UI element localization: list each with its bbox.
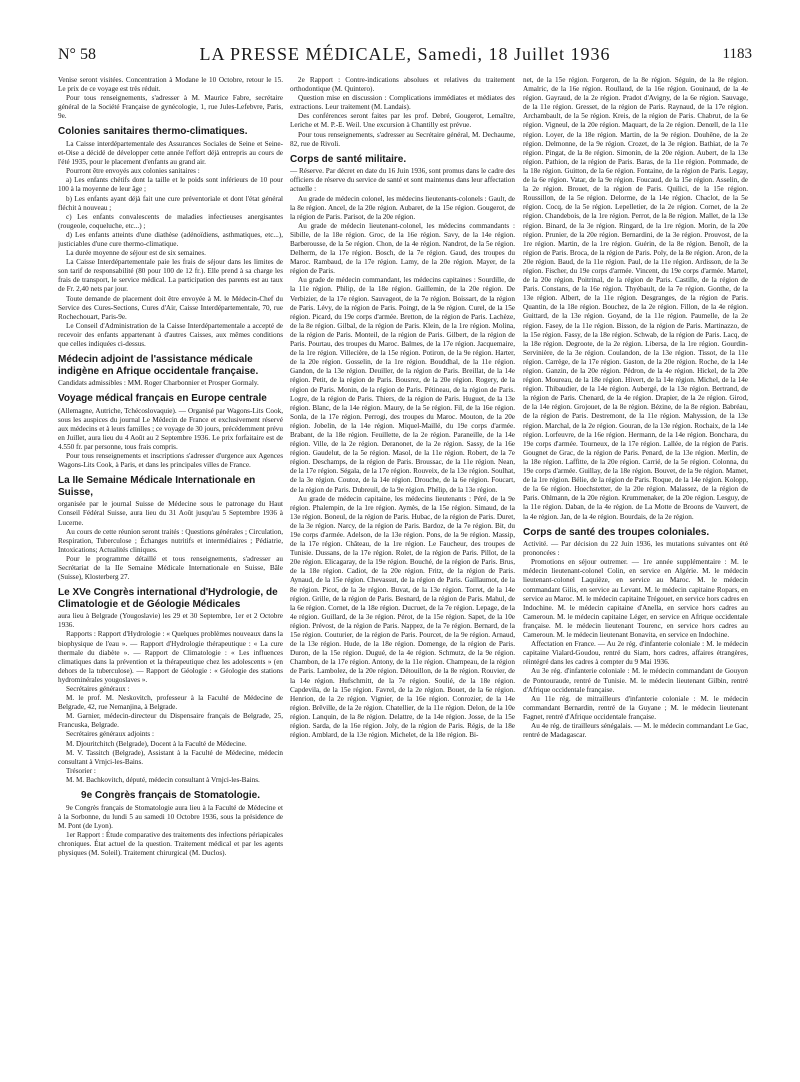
article-paragraph: M. Garnier, médecin-directeur du Dispensaire français de Belgrade, 25, Francuska, Belgrade. — [58, 712, 283, 730]
section-heading: La IIe Semaine Médicale Internationale en Suisse, — [58, 475, 256, 498]
section-heading: Corps de santé des troupes coloniales. — [523, 526, 710, 538]
article-paragraph: Secrétaires généraux adjoints : — [66, 730, 155, 739]
article-paragraph: Venise seront visitées. Concentration à Modane le 10 Octobre, retour le 15. Le prix de ce voyage est très réduit. — [58, 76, 283, 94]
article-paragraph: Pour tous renseignements, s'adresser au Secrétaire général, M. Dechaume, 82, rue de Rivoli. — [290, 130, 515, 148]
article-paragraph: Affectation en France. — Au 2e rég. d'infanterie coloniale : M. le médecin capitaine Vialard-Goudou, rentré du Siam, hors cadres, affaires étrangères, réintégré dans les cadres à compter du 9 Mai 1936. — [523, 640, 748, 667]
article-paragraph: La Caisse Interdépartementale paie les frais de séjour dans les limites de son tarif de responsabilité (80 pour 100 de 12 fr.). Elle prend à sa charge les frais de transport, le service médical. La participation des parents est au taux de Fr. 2,40 nets par jour. — [58, 258, 283, 294]
article-paragraph: Des conférences seront faites par les prof. Debré, Gougerot, Lemaître, Leriche et M. P.-E. Weil. Une excursion à Chantilly est prévue. — [290, 112, 515, 130]
article-paragraph: Pour le programme détaillé et tous renseignements, s'adresser au Secrétariat de la IIe Semaine Médicale Internationale en Suisse, Bâle (Suisse), Klosterberg 27. — [58, 554, 283, 582]
article-paragraph: Rapports : Rapport d'Hydrologie : « Quelques problèmes nouveaux dans la biophysique de l'eau ». — Rapport d'Hydrologie thérapeutique : « La cure thermale du diabète ». — Rapport de Climatologie : « Les influences climatiques dans la prévention et la thérapeutique chez les adolescents » (en dehors de la tuberculose). — Rapport de Géologie : « Géologie des stations hydrominérales yougoslaves ». — [58, 630, 283, 684]
article-paragraph: Promotions en séjour outremer. — 1re année supplémentaire : M. le médecin lieutenant-colonel Colin, en service en Algérie. M. le médecin lieutenant-colonel Laquièze, en service au Maroc. M. le médecin commandant Gilis, en service au Levant. M. le médecin capitaine Ropars, en service au Maroc. M. le médecin capitaine Trégouet, en service hors cadres en Indochine. M. le médecin capitaine d'Anella, en service hors cadres au Cameroun. M. le médecin capitaine Léger, en service en Afrique occidentale française. M. le médecin lieutenant Tourenc, en service hors cadres au Cameroun. M. le médecin lieutenant Bonavita, en service en Indochine. — [523, 558, 748, 640]
article-paragraph: Question mise en discussion : Complications immédiates et médiates des extractions. Leur traitement (M. Landais). — [290, 94, 515, 112]
article-paragraph: a) Les enfants chétifs dont la taille et le poids sont inférieurs de 10 pour 100 à la moyenne de leur âge ; — [58, 176, 283, 194]
article-paragraph: Au grade de médecin lieutenant-colonel, les médecins commandants : Sibille, de la 18e région. Groc, de la 16e région. Savy, de la 14e région. Barberousse, de la 5e région. Chon, de la 4e région. Nandrot, de la 5e région. Delherm, de la 17e région. Bosch, de la 7e région. Gaud, des troupes du Maroc. Rambaud, de la 17e région. Lamy, de la 20e région. Mayer, de la région de Paris. — [290, 221, 515, 276]
article-paragraph: c) Les enfants convalescents de maladies infectieuses anergisantes (rougeole, coqueluche, etc...) ; — [58, 212, 283, 230]
article-paragraph: 9e Congrès français de Stomatologie aura lieu à la Faculté de Médecine et à la Sorbonne, du lundi 5 au samedi 10 Octobre 1936, sous la présidence de M. Pont (de Lyon). — [58, 803, 283, 830]
article-paragraph: La Caisse interdépartementale des Assurances Sociales de Seine et Seine-et-Oise a décidé de développer cette année l'effort déjà entrepris au cours de l'été 1935, pour le placement d'enfants au grand air. — [58, 139, 283, 167]
article-paragraph: M. V. Tassitch (Belgrade), Assistant à la Faculté de Médecine, médecin consultant à Vrnjci-les-Bains. — [58, 748, 283, 766]
article-paragraph: Activité. — Par décision du 22 Juin 1936, les mutations suivantes ont été prononcées : — [523, 540, 748, 558]
article-paragraph: Pour tous renseignements et inscriptions s'adresser d'urgence aux Agences Wagons-Lits Cook, à Paris, et dans les principales villes de France. — [58, 452, 283, 470]
article-paragraph: — Réserve. Par décret en date du 16 Juin 1936, sont promus dans le cadre des officiers de réserve du service de santé et sont maintenus dans leur affectation actuelle : — [290, 167, 515, 194]
article-paragraph: aura lieu à Belgrade (Yougoslavie) les 29 et 30 Septembre, 1er et 2 Octobre 1936. — [58, 612, 283, 630]
section-heading: Colonies sanitaires thermo-climatiques. — [58, 126, 248, 138]
page-number: 1183 — [722, 46, 752, 62]
article-paragraph: M. le prof. M. Neskovitch, professeur à la Faculté de Médecine de Belgrade, 42, rue Nemanjina, à Belgrade. — [58, 694, 283, 712]
article-paragraph: Au 3e rég. d'infanterie coloniale : M. le médecin commandant de Gouyon de Pontouraude, rentré de Tunisie. M. le médecin lieutenant Gilbin, rentré d'Afrique occidentale française. — [523, 667, 748, 694]
article-paragraph: Au grade de médecin commandant, les médecins capitaines : Sourdille, de la 11e région. Philip, de la 18e région. Gaillemin, de la 20e région. De Verbizier, de la 17e région. Sauvageot, de la 7e région. Boissart, de la région de Paris. Lévy, de la région de Paris. Poingt, de la 9e région. Curel, de la 15e région. Picard, du 19e corps d'armée. Bretton, de la région de Paris. Lachèze, de la 8e région. Gilbal, de la région de Paris. Klein, de la 1re région. Molina, de la région de Paris. Monteil, de la région de Paris. Gilbert, de la région de Paris. Pourtau, des troupes du Maroc. Balmes, de la 17e région. Jacquemaire, de la 1re région. Villecière, de la 15e région. Potiron, de la 9e région. Harter, de la 20e région. Gosselin, de la 1re région. Bouddhal, de la 11e région. Gandon, de la 13e région. Deuiller, de la région de Paris. Breillat, de la 14e région. Petit, de la région de Paris. Bousrez, de la 20e région. Rogery, de la région de Paris. Monin, de la région de Paris. Pétineau, de la région de Paris. Logre, de la région de Paris. Thiers, de la région de Paris. Huguet, de la 13e région. Blanc, de la 14e région. Maury, de la 5e région. Fil, de la 16e région. Sonla, de la 17e région. Perrogi, des troupes du Maroc. Mouton, de la 20e région. Jobelin, de la 14e région. Miquel-Maillé, du 19e corps d'armée. Brabant, de la 18e région. Feuillette, de la 2e région. Paraneille, de la 14e région. Ville, de la 2e région. Deranonet, de la 2e région. Sassy, de la 16e région. Gaudelut, de la 5e région. Masol, de la 11e région. Robert, de la 7e région. Deschamps, de la région de Paris. Broussac, de la 11e région. Nean, de la 17e région. Ségala, de la 17e région. Rouveix, de la 13e région. Soulhat, de la 3e région. Coutoz, de la 14e région. Drouche, de la 6e région. Foucart, de la région de Paris. Dubreuil, de la 9e région. Phélip, de la 13e région. — [290, 276, 515, 494]
column-left — [58, 76, 283, 1066]
article-paragraph: 1er Rapport : Étude comparative des traitements des infections périapicales chroniques. État actuel de la question. Traitement médical et par les agents physiques (M. Soleil). Traitement chirurgical (M. Duclos). — [58, 830, 283, 857]
article-paragraph: Au cours de cette réunion seront traités : Questions générales ; Circulation, Respiration, Tuberculose ; Échanges nutritifs et intermédiaires ; Pédiatrie, Intoxications; Actualités cliniques. — [58, 527, 283, 554]
issue-number: N° 58 — [58, 46, 96, 63]
article-paragraph: Au 11e rég. de mitrailleurs d'infanterie coloniale : M. le médecin commandant Bernardin, rentré de la Guyane ; M. le médecin lieutenant Fagnet, rentré d'Afrique occidentale française. — [523, 694, 748, 721]
section-heading: Voyage médical français en Europe centrale — [58, 393, 267, 405]
column-right — [523, 76, 748, 1066]
article-paragraph: net, de la 15e région. Forgeron, de la 8e région. Séguin, de la 8e région. Amalric, de la 16e région. Roullaud, de la 16e région. Gouinaud, de la 4e région. Gayraud, de la 2e région. Pradot d'Avigny, de la 6e région. Sauvage, de la 11e région. Gresset, de la région de Paris. Raynaud, de la 17e région. Archambault, de la 5e région. Kreis, de la région de Paris. Chabrut, de la 6e région. Vigneul, de la 20e région. Maquart, de la 2e région. Denœll, de la 11e région. Loyer, de la 18e région. Martin, de la 9e région. Douhêne, de la 2e région. Delmonne, de la 9e région. Crozet, de la 3e région. Bathiat, de la 7e région. Pingat, de la 8e région. Simonin, de la 20e région. Aubert, de la 13e région. Pathion, de la région de Paris. Baras, de la 11e région. Pommade, de la 18e région. Guitton, de la 6e région. Fontaine, de la région de Paris. Legay, de la 6e région. Vatar, de la 9e région. Foucaud, de la 15e région. Asselin, de la 2e région. Brouet, de la région de Paris. Quilici, de la 15e région. Roussillon, de la 5e région. Delorme, de la 14e région. Chaclot, de la 5e région. Cocq, de la 5e région. Lepelletier, de la 2e région. Cornet, de la 2e région. Chandebois, de la 1re région. Perrot, de la 8e région. Mallet, de la 13e région. Binard, de la 3e région. Ringard, de la 1re région. Morin, de la 20e région. Prunier, de la 20e région. Bernardini, de la 3e région. Prouvost, de la 1re région. Martin, de la 1re région. Guérin, de la 8e région. Benoît, de la région de Paris. Broca, de la région de Paris. Poly, de la 8e région. Aron, de la 20e région. Baud, de la 11e région. Paul, de la 11e région. Ardisson, de la 3e région. Fischer, du 19e corps d'armée. Vincent, du 19e corps d'armée. Martel, de la 20e région. Poitrinal, de la région de Paris. Castille, de la région de Paris. Constans, de la 16e région. Thyébault, de la 7e région. Gonthe, de la 13e région. Albert, de la 11e région. Desgranges, de la région de Paris. Quantin, de la 18e région. Bouchez, de la 2e région. Fillon, de la 4e région. Guittard, de la 13e région. Goyand, de la 11e région. Paumelle, de la 2e région. Fasey, de la 11e région. Bisson, de la région de Paris. Martinazzo, de la 15e région. Fassy, de la 18e région. Schwab, de la région de Paris. Lacq, de la 18e région. Degroote, de la 2e région. Libersa, de la 1re région. Gourdin-Servinière, de la 3e région. Coulandon, de la 13e région. Tissot, de la 11e région. Carrège, de la 17e région. Gaston, de la 20e région. Roche, de la 14e région. Ganzin, de la 20e région. Pédron, de la 4e région. Hickel, de la 20e région. Moureau, de la 18e région. Hivert, de la 14e région. Michel, de la 14e région. Thibaudier, de la 14e région. Aubergé, de la 13e région. Bertrand, de la région de Paris. Chenard, de la 4e région. Drapier, de la 2e région. Girod, de la 14e région. Grojouet, de la 8e région. Bézine, de la 8e région. Babréau, de la région de Paris. Destremont, de la 11e région. Mahyssion, de la 13e région. Marchal, de la 2e région. Gouran, de la 13e région. Rochaix, de la 14e région. Lorfeuvre, de la 16e région. Hermann, de la 14e région. Bonchara, du 19e corps d'armée. Tourneux, de la 17e région. Lallée, de la région de Paris. Gougnet de Grac, de la région de Paris. Penard, de la 13e région. Merlin, de la 18e région. Laffitte, de la 20e région. Carrié, de la 5e région. Colonna, du 19e corps d'armée. Guillay, de la 18e région. Bouvet, de la 9e région. Mamet, de la 1re région. Bélie, de la région de Paris. Roque, de la 14e région. Kolopp, de la 6e région. Hoechstetter, de la 20e région. Malassez, de la région de Paris. Ohlmann, de la 20e région. Krummenaker, de la 20e région. Lesguy, de la 11e région. Daban, de la 4e région. de La Motte de Broons de Vauvert, de la 4e région. Jan, de la 4e région. Bourdais, de la 2e région. — [523, 76, 748, 521]
section-heading: Corps de santé militaire. — [290, 153, 407, 165]
article-paragraph: M. M. Bachkovitch, député, médecin consultant à Vrnjci-les-Bains. — [66, 775, 260, 784]
article-paragraph: Pourront être envoyés aux colonies sanitaires : — [66, 167, 200, 176]
article-paragraph: (Allemagne, Autriche, Tchécoslovaquie). — Organisé par Wagons-Lits Cook, sous les auspices du journal Le Médecin de France et exclusivement réservé aux médecins et à leurs familles ; ce voyage de 30 jours, précédemment prévu en Juillet, aura lieu du 4 Août au 2 Septembre 1936. Le prix forfaitaire est de 4.550 fr. par personne, tous frais compris. — [58, 406, 283, 452]
article-paragraph: Trésorier : — [66, 766, 96, 775]
article-paragraph: d) Les enfants atteints d'une diathèse (adénoïdiens, asthmatiques, etc...), justiciables d'une cure thermo-climatique. — [58, 230, 283, 248]
article-paragraph: M. Djouritchitch (Belgrade), Docent à la Faculté de Médecine. — [66, 739, 247, 748]
article-paragraph: Au 4e rég. de tirailleurs sénégalais. — M. le médecin commandant Le Gac, rentré de Madagascar. — [523, 721, 748, 740]
journal-title: LA PRESSE MÉDICALE, Samedi, 18 Juillet 1936 — [199, 44, 611, 64]
article-paragraph: Toute demande de placement doit être envoyée à M. le Médecin-Chef du Service des Cures-Sections, Cures d'Air, Caisse Interdépartementale, 70, rue Rochechouart, Paris-9e. — [58, 294, 283, 321]
section-heading: Le XVe Congrès international d'Hydrologie, de Climatologie et de Géologie Médicales — [58, 587, 278, 610]
page-header — [58, 40, 752, 72]
article-paragraph: 2e Rapport : Contre-indications absolues et relatives du traitement orthodontique (M. Quintero). — [290, 76, 515, 94]
article-paragraph: La durée moyenne de séjour est de six semaines. — [66, 249, 206, 258]
article-paragraph: organisée par le journal Suisse de Médecine sous le patronage du Haut Conseil Fédéral Suisse, aura lieu du 31 Août jusqu'au 5 Septembre 1936 à Lucerne. — [58, 500, 283, 527]
article-paragraph: Secrétaires généraux : — [66, 684, 130, 693]
article-paragraph: b) Les enfants ayant déjà fait une cure préventoriale et dont l'état général fléchit à nouveau ; — [58, 194, 283, 212]
column-middle — [290, 76, 515, 1066]
section-heading: Médecin adjoint de l'assistance médicale indigène en Afrique occidentale française. — [58, 354, 259, 377]
article-paragraph: Le Conseil d'Administration de la Caisse Interdépartementale a accepté de recevoir des enfants appartenant à d'autres Caisses, aux mêmes conditions que celles indiquées ci-dessus. — [58, 321, 283, 349]
article-paragraph: Pour tous renseignements, s'adresser à M. Maurice Fabre, secrétaire général de la Société Française de gynécologie, 1, rue Jules-Lefebvre, Paris, 9e. — [58, 94, 283, 121]
section-heading: 9e Congrès français de Stomatologie. — [81, 790, 260, 801]
article-paragraph: Au grade de médecin colonel, les médecins lieutenants-colonels : Gault, de la 8e région. Ancel, de la 20e région. Aubaret, de la 15e région. Gougerot, de la région de Paris. Parisot, de la 20e région. — [290, 194, 515, 221]
article-paragraph: Au grade de médecin capitaine, les médecins lieutenants : Péré, de la 9e région. Phalempin, de la 1re région. Aymès, de la 15e région. Simaud, de la 13e région. Boneul, de la région de Paris. Hubac, de la région de Paris. Duret, de la 3e région. Narcy, de la région de Paris. Bardoz, de la 7e région. Bit, du 19e corps d'armée. Adelson, de la 13e région. Pons, de la 9e région. Massip, de la 17e région. Château, de la 1re région. Le Faucheur, des troupes de Tunisie. Dussans, de la 17e région. Rolet, de la région de Paris. Pillot, de la 20e région. Elicagaray, de la 19e région. Bouché, de la région de Paris. Brus, de la 18e région. Cadiot, de la 20e région. Fritz, de la région de Paris. Aynaud, de la 15e région. Chevassut, de la région de Paris. Gaillaumot, de la 8e région. Picot, de la 3e région. Buvat, de la 13e région. Torret, de la 14e région. Grille, de la région de Paris. Besnard, de la région de Paris. Mahul, de la 6e région. Cornet, de la 18e région. Ducruet, de la 7e région. Lepage, de la 4e région. Guillard, de la 3e région. Pérot, de la 15e région. Sapet, de la 10e région. Prévost, de la région de Paris. Nappez, de la 7e région. Bernard, de la 15e région. Couturier, de la région de Paris. Pourcet, de la 9e région. Arnaud, de la 13e région. Hude, de la 18e région. Domenge, de la région de Paris. Duron, de la 15e région. Dugué, de la 4e région. Schmutz, de la 9e région. Chambon, de la 17e région. Antony, de la 11e région. Champeau, de la région de Paris. Lambolez, de la 20e région. Détouillon, de la 8e région. Rouvier, de la 14e région. Hufschmitt, de la 7e région. Soulié, de la 18e région. Capdevila, de la 15e région. Favrel, de la 2e région. Bouet, de la 6e région. Henrion, de la 2e région. Vignier, de la 16e région. Conrozier, de la 14e région. Brêville, de la 2e région. Chatellier, de la 11e région. Delon, de la 10e région. Lanquin, de la 8e région. Delattre, de la 14e région. Josse, de la 15e région. Sarda, de la 16e région. Joly, de la région de Paris. Régis, de la 18e région. Amblard, de la 13e région. Michelet, de la 18e région. Bi- — [290, 494, 515, 740]
article-paragraph: Candidats admissibles : MM. Roger Charbonnier et Prosper Gormaly. — [58, 379, 259, 388]
